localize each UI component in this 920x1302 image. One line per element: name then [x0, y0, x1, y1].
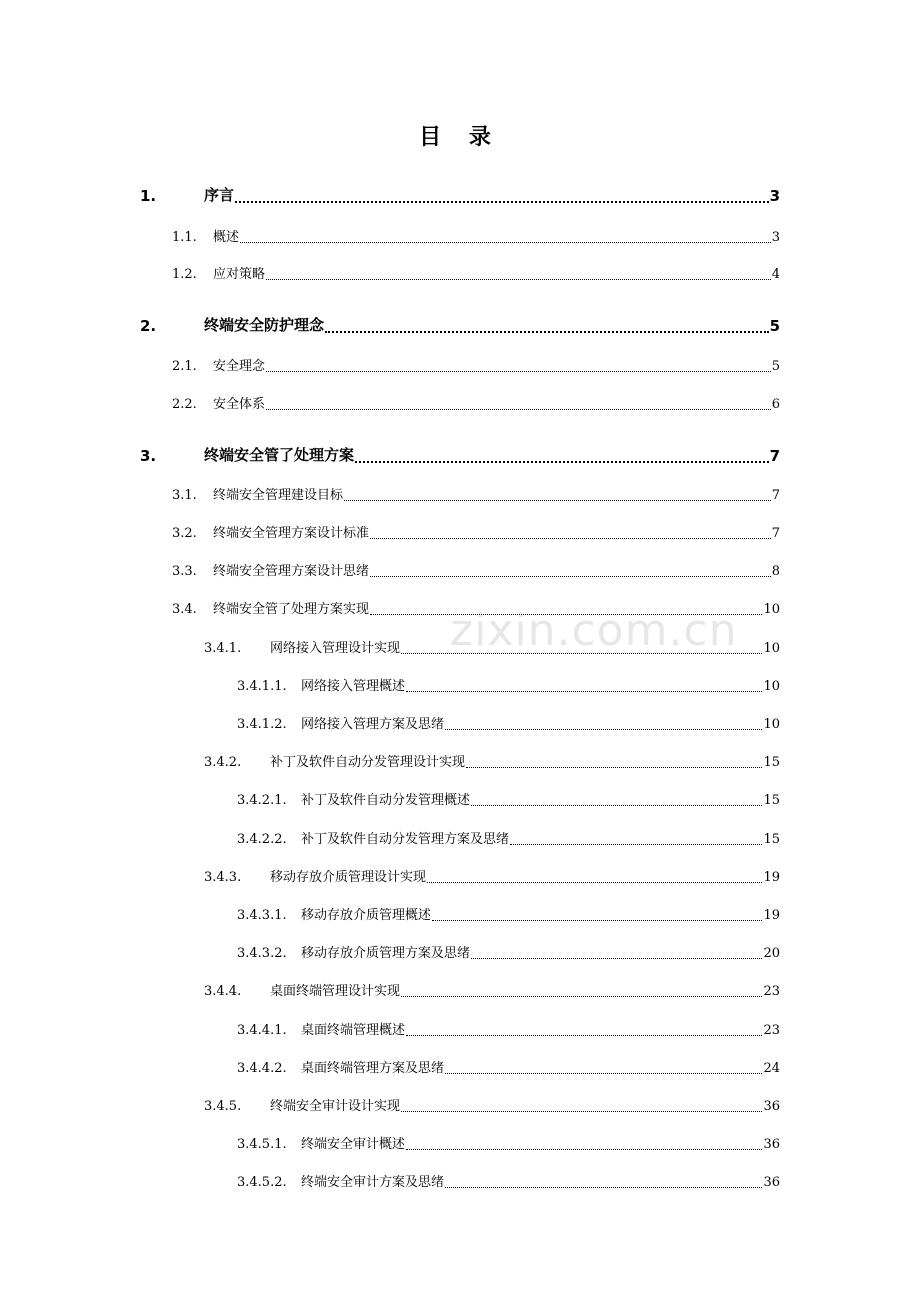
toc-entry-level2[interactable] [172, 223, 780, 245]
dot-leader [266, 398, 771, 412]
toc-entry-page: 19 [763, 908, 780, 923]
toc-entry-title: 桌面终端管理设计实现 [270, 984, 401, 999]
dot-leader [432, 909, 762, 923]
dot-leader [471, 794, 762, 808]
toc-entry-title: 移动存放介质管理概述 [301, 908, 432, 923]
dot-leader [266, 360, 771, 374]
toc-entry-title: 补丁及软件自动分发管理设计实现 [270, 755, 466, 770]
toc-entry-number: 2.2. [172, 397, 197, 412]
toc-entry-title: 应对策略 [213, 267, 266, 282]
dot-leader [240, 231, 771, 245]
toc-entry-number: 3.2. [172, 526, 197, 541]
toc-entry-number: 3.4.3. [204, 870, 242, 885]
toc-entry-level3[interactable] [204, 748, 780, 770]
toc-entry-title: 网络接入管理设计实现 [270, 641, 401, 656]
toc-entry-number: 3.4. [172, 602, 197, 617]
dot-leader [355, 451, 769, 465]
toc-entry-level4[interactable] [237, 1016, 780, 1038]
toc-entry-page: 10 [763, 717, 780, 732]
toc-entry-title: 终端安全审计方案及思绪 [301, 1175, 445, 1190]
dot-leader [370, 565, 771, 579]
toc-entry-title: 终端安全管了处理方案 [204, 446, 355, 464]
toc-entry-level2[interactable] [172, 557, 780, 579]
toc-entry-number: 3.4.4.1. [237, 1023, 287, 1038]
toc-entry-number: 1.2. [172, 267, 197, 282]
toc-entry-title: 序言 [204, 186, 235, 204]
toc-entry-page: 23 [763, 984, 780, 999]
toc-entry-title: 网络接入管理概述 [301, 679, 406, 694]
toc-entry-page: 7 [771, 526, 780, 541]
toc-entry-number: 1. [140, 187, 157, 205]
dot-leader [406, 1024, 762, 1038]
toc-entry-page: 6 [771, 397, 780, 412]
toc-entry-number: 3.4.3.1. [237, 908, 287, 923]
dot-leader [445, 1176, 762, 1190]
toc-entry-level2[interactable] [172, 260, 780, 282]
toc-entry-level1[interactable] [140, 443, 780, 465]
toc-entry-number: 3.4.3.2. [237, 946, 287, 961]
toc-entry-page: 8 [771, 564, 780, 579]
toc-entry-level2[interactable] [172, 390, 780, 412]
toc-entry-title: 安全体系 [213, 397, 266, 412]
toc-entry-level3[interactable] [204, 977, 780, 999]
toc-entry-level4[interactable] [237, 710, 780, 732]
toc-entry-page: 15 [763, 832, 780, 847]
toc-entry-page: 10 [763, 679, 780, 694]
toc-entry-page: 36 [763, 1175, 780, 1190]
toc-entry-page: 7 [769, 447, 780, 465]
toc-entry-number: 2. [140, 317, 157, 335]
toc-entry-number: 3.3. [172, 564, 197, 579]
toc-entry-page: 10 [763, 641, 780, 656]
toc-entry-page: 3 [771, 230, 780, 245]
toc-entry-title: 终端安全管了处理方案实现 [213, 602, 370, 617]
toc-entry-title: 终端安全管理建设目标 [213, 488, 344, 503]
toc-entry-number: 3.4.5. [204, 1099, 242, 1114]
dot-leader [266, 268, 771, 282]
toc-entry-title: 终端安全防护理念 [204, 316, 325, 334]
toc-entry-page: 15 [763, 793, 780, 808]
toc-entry-level2[interactable] [172, 481, 780, 503]
toc-entry-page: 36 [763, 1099, 780, 1114]
toc-entry-title: 网络接入管理方案及思绪 [301, 717, 445, 732]
watermark-text: zixin.com.cn [450, 605, 738, 656]
toc-entry-page: 36 [763, 1137, 780, 1152]
toc-entry-title: 桌面终端管理方案及思绪 [301, 1061, 445, 1076]
toc-entry-level4[interactable] [237, 825, 780, 847]
toc-entry-number: 3.4.2.1. [237, 793, 287, 808]
toc-entry-page: 24 [763, 1061, 780, 1076]
dot-leader [406, 1138, 762, 1152]
toc-entry-title: 移动存放介质管理设计实现 [270, 870, 427, 885]
dot-leader [344, 489, 771, 503]
toc-entry-level4[interactable] [237, 786, 780, 808]
toc-entry-page: 15 [763, 755, 780, 770]
toc-entry-page: 10 [763, 602, 780, 617]
toc-entry-number: 3.4.5.1. [237, 1137, 287, 1152]
toc-entry-level3[interactable] [204, 1092, 780, 1114]
toc-entry-title: 移动存放介质管理方案及思绪 [301, 946, 471, 961]
toc-entry-number: 3.4.1.2. [237, 717, 287, 732]
toc-entry-page: 19 [763, 870, 780, 885]
dot-leader [466, 756, 762, 770]
toc-entry-number: 3.4.1. [204, 641, 242, 656]
dot-leader [445, 718, 762, 732]
toc-entry-title: 概述 [213, 230, 240, 245]
toc-entry-page: 7 [771, 488, 780, 503]
toc-heading: 目 录 [419, 125, 501, 150]
toc-entry-level3[interactable] [204, 634, 780, 656]
toc-entry-level4[interactable] [237, 672, 780, 694]
toc-entry-title: 终端安全审计概述 [301, 1137, 406, 1152]
dot-leader [401, 1100, 762, 1114]
toc-entry-page: 5 [771, 359, 780, 374]
toc-entry-number: 1.1. [172, 230, 197, 245]
toc-entry-level4[interactable] [237, 1168, 780, 1190]
dot-leader [370, 527, 771, 541]
toc-entry-level4[interactable] [237, 939, 780, 961]
toc-entry-title: 终端安全管理方案设计标准 [213, 526, 370, 541]
toc-entry-title: 终端安全审计设计实现 [270, 1099, 401, 1114]
toc-entry-level2[interactable] [172, 352, 780, 374]
dot-leader [401, 985, 762, 999]
toc-entry-page: 3 [769, 187, 780, 205]
toc-entry-title: 补丁及软件自动分发管理方案及思绪 [301, 832, 510, 847]
toc-entry-level4[interactable] [237, 1054, 780, 1076]
toc-entry-number: 3.4.4.2. [237, 1061, 287, 1076]
dot-leader [510, 833, 762, 847]
toc-entry-level3[interactable] [204, 863, 780, 885]
dot-leader [235, 191, 769, 205]
toc-entry-level4[interactable] [237, 901, 780, 923]
dot-leader [325, 321, 769, 335]
toc-entry-level1[interactable] [140, 313, 780, 335]
toc-entry-number: 3.4.4. [204, 984, 242, 999]
toc-entry-title: 桌面终端管理概述 [301, 1023, 406, 1038]
toc-entry-number: 3. [140, 447, 157, 465]
dot-leader [401, 642, 762, 656]
toc-entry-level4[interactable] [237, 1130, 780, 1152]
toc-entry-level1[interactable] [140, 183, 780, 205]
toc-entry-number: 3.4.1.1. [237, 679, 287, 694]
toc-entry-number: 3.4.2.2. [237, 832, 287, 847]
toc-entry-number: 3.4.5.2. [237, 1175, 287, 1190]
toc-entry-page: 23 [763, 1023, 780, 1038]
toc-entry-number: 3.1. [172, 488, 197, 503]
toc-entry-page: 5 [769, 317, 780, 335]
dot-leader [471, 947, 762, 961]
dot-leader [445, 1062, 762, 1076]
toc-entry-number: 2.1. [172, 359, 197, 374]
toc-entry-title: 终端安全管理方案设计思绪 [213, 564, 370, 579]
toc-entry-page: 4 [771, 267, 780, 282]
toc-entry-level2[interactable] [172, 519, 780, 541]
dot-leader [370, 603, 762, 617]
toc-entry-level2[interactable] [172, 595, 780, 617]
toc-entry-title: 补丁及软件自动分发管理概述 [301, 793, 471, 808]
toc-entry-title: 安全理念 [213, 359, 266, 374]
toc-entry-page: 20 [763, 946, 780, 961]
dot-leader [427, 871, 762, 885]
dot-leader [406, 680, 762, 694]
toc-entry-number: 3.4.2. [204, 755, 242, 770]
